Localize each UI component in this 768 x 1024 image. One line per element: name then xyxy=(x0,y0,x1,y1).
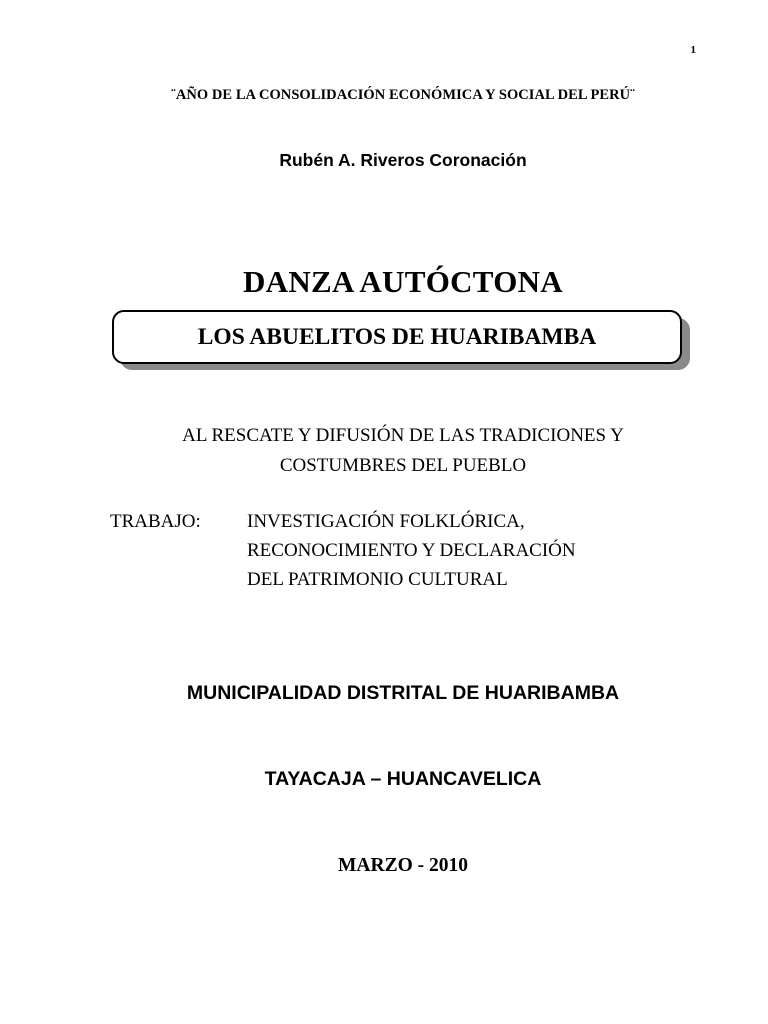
page-number: 1 xyxy=(690,44,696,56)
author-name: Rubén A. Riveros Coronación xyxy=(279,150,527,170)
work-line-1: INVESTIGACIÓN FOLKLÓRICA, xyxy=(247,511,525,532)
rescue-statement xyxy=(0,421,768,481)
rescue-line-2: COSTUMBRES DEL PUEBLO xyxy=(279,455,527,476)
document-date: MARZO - 2010 xyxy=(338,855,468,876)
work-line-2: RECONOCIMIENTO Y DECLARACIÓN xyxy=(247,540,576,561)
year-motto-heading: ¨AÑO DE LA CONSOLIDACIÓN ECONÓMICA Y SOCIAL DEL PERÚ¨ xyxy=(170,87,636,103)
subtitle-text: LOS ABUELITOS DE HUARIBAMBA xyxy=(197,323,597,350)
rescue-line-1: AL RESCATE Y DIFUSIÓN DE LAS TRADICIONES Y xyxy=(182,425,624,446)
subtitle-box xyxy=(112,310,682,364)
work-line-3: DEL PATRIMONIO CULTURAL xyxy=(247,569,508,590)
work-lines xyxy=(247,507,576,594)
main-title: DANZA AUTÓCTONA xyxy=(242,264,563,299)
location: TAYACAJA – HUANCAVELICA xyxy=(264,768,542,790)
work-description xyxy=(110,507,576,594)
municipality-name: MUNICIPALIDAD DISTRITAL DE HUARIBAMBA xyxy=(186,682,620,704)
work-label: TRABAJO: xyxy=(110,511,201,532)
